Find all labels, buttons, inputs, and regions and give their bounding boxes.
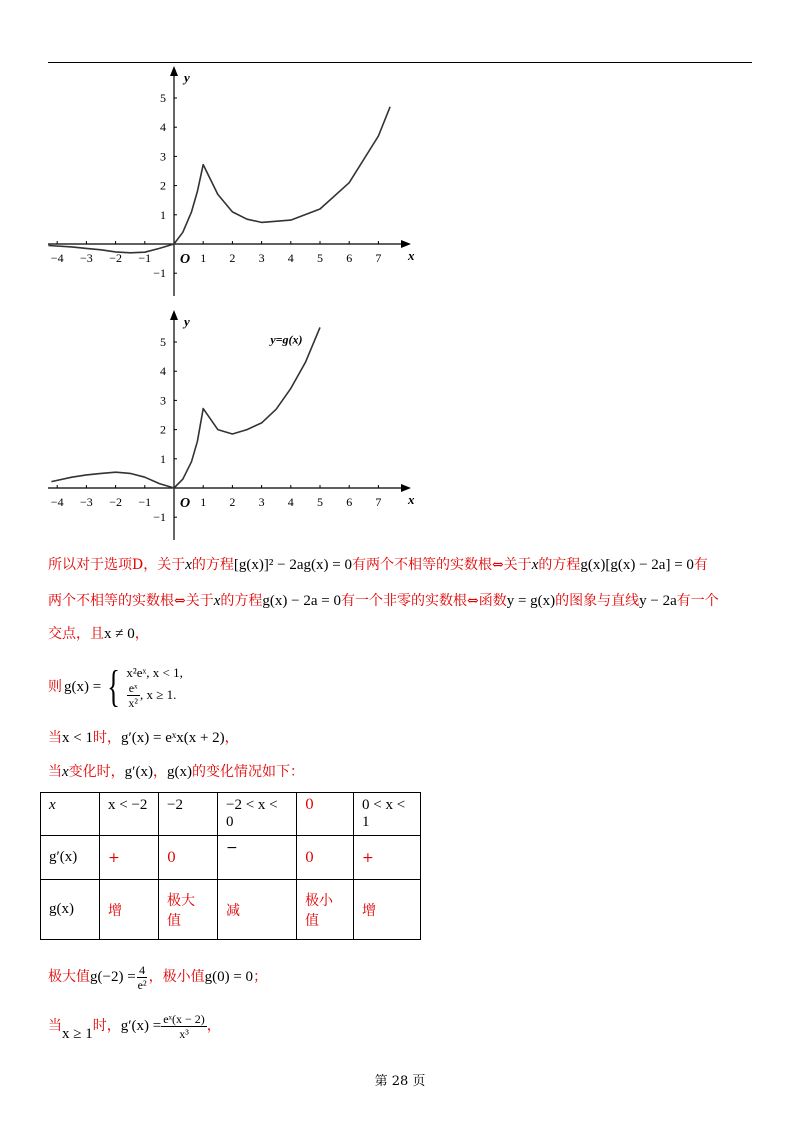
text-seg: 的方程	[191, 557, 234, 573]
derivative-2-lhs: g′(x) =	[120, 1018, 162, 1034]
y-axis-label: y	[184, 70, 190, 85]
text-seg: 当	[48, 730, 62, 746]
max-fraction	[136, 963, 149, 992]
para-line-1	[48, 555, 708, 575]
text-seg: 有两个不相等的实数根⇔关于	[351, 557, 532, 573]
case-1: x²eˣ, x < 1,	[126, 664, 183, 680]
x-tick-label: −4	[50, 251, 64, 265]
table-cell: 0	[297, 836, 354, 880]
table-cell: x	[41, 793, 100, 836]
equation-5: y − 2a	[639, 593, 677, 609]
derivative-2-fraction	[161, 1012, 207, 1041]
para-line-7	[48, 962, 267, 992]
y-tick-label: −1	[153, 510, 166, 525]
x-tick-label: 6	[346, 495, 353, 509]
x-tick-label: 2	[229, 251, 236, 265]
table-cell: −	[218, 836, 297, 880]
text-seg: 当	[48, 764, 62, 780]
text-seg: 的图象与直线	[555, 593, 640, 609]
math-x-ne-0: x ≠ 0	[104, 626, 135, 642]
x-tick-label: 7	[375, 251, 382, 265]
math-max-lhs: g(−2) =	[90, 969, 136, 985]
text-seg: ，极小值	[148, 969, 205, 985]
table-cell: 增	[100, 880, 159, 940]
table-cell: g(x)	[41, 880, 100, 940]
y-axis-arrow-icon	[170, 310, 178, 320]
math-x: x	[62, 764, 69, 780]
header-rule	[48, 62, 752, 63]
text-seg: 极大值	[48, 969, 90, 985]
table-cell: −2	[159, 793, 218, 836]
text-seg: 有一个	[676, 593, 719, 609]
math-x-lt-1: x < 1	[62, 730, 93, 746]
text-seg: 时，	[92, 730, 121, 746]
x-tick-label: −3	[80, 495, 93, 509]
math-x: x	[213, 593, 221, 609]
table-cell: g′(x)	[41, 836, 100, 880]
fraction-den: e²	[137, 977, 147, 992]
y-tick-label: 4	[160, 364, 166, 379]
table-cell: 0 < x < 1	[354, 793, 421, 836]
x-tick-label: 1	[200, 251, 207, 265]
x-axis-label: x	[408, 492, 415, 507]
table-cell: x < −2	[100, 793, 159, 836]
x-tick-label: 2	[229, 495, 236, 509]
y-tick-label: 3	[160, 393, 166, 408]
x-axis-arrow-icon	[401, 240, 411, 248]
x-tick-label: −1	[138, 251, 152, 265]
y-tick-label: 1	[160, 207, 166, 222]
origin-label: O	[180, 252, 191, 267]
text-seg: 有一个非零的实数根⇔函数	[340, 593, 507, 609]
x-tick-label: 6	[346, 251, 353, 265]
page-footer: 第 28 页	[374, 1074, 426, 1089]
x-tick-label: −3	[80, 251, 93, 265]
text-seg: 的方程	[220, 593, 263, 609]
table-cell: 0	[159, 836, 218, 880]
x-tick-label: −4	[50, 495, 64, 509]
case-2-fraction	[126, 681, 140, 710]
y-tick-label: 5	[160, 335, 166, 349]
x-tick-label: 7	[375, 495, 382, 509]
table-row-derivative	[41, 836, 421, 880]
brace-icon: {	[107, 662, 121, 711]
case-2-cond: , x ≥ 1.	[139, 687, 177, 702]
curve-path	[48, 107, 390, 253]
text-seg: 的变化情况如下：	[191, 764, 304, 780]
table-cell: −2 < x < 0	[218, 793, 297, 836]
para-line-6	[48, 762, 304, 782]
para-line-5	[48, 728, 239, 748]
text-seg: ，	[152, 764, 167, 780]
math-x-ge-1: x ≥ 1	[62, 1026, 93, 1042]
table-cell: 极小 值	[297, 880, 354, 940]
x-tick-label: 4	[287, 251, 294, 265]
math-min-value: g(0) = 0	[204, 969, 254, 985]
y-tick-label: 2	[160, 178, 166, 193]
y-tick-label: −1	[153, 266, 166, 281]
origin-label: O	[180, 496, 191, 511]
table-cell: 0	[297, 793, 354, 836]
table-cell: +	[354, 836, 421, 880]
variation-table	[40, 792, 421, 940]
x-tick-label: 4	[287, 495, 294, 509]
text-seg: 变化时，	[68, 764, 125, 780]
y-tick-label: 1	[160, 451, 166, 466]
table-row-header	[41, 793, 421, 836]
text-seg: 有	[693, 557, 708, 573]
y-axis-arrow-icon	[170, 66, 178, 76]
y-axis-label: y	[184, 314, 190, 329]
derivative-1: g′(x) = eˣx(x + 2)	[120, 730, 225, 746]
table-row-function	[41, 880, 421, 940]
math-x: x	[185, 557, 192, 573]
curve-label: y=g(x)	[270, 332, 303, 347]
piecewise-cases	[126, 665, 183, 710]
table-cell: +	[100, 836, 159, 880]
equation-4: y = g(x)	[506, 593, 556, 609]
table-cell: 极大 值	[159, 880, 218, 940]
text-seg: 的方程	[538, 557, 581, 573]
text-seg: 则	[48, 679, 62, 695]
text-seg: 两个不相等的实数根⇔关于	[48, 593, 214, 609]
x-tick-label: −2	[109, 495, 122, 509]
math-g-def: g(x) =	[64, 679, 102, 695]
text-seg: ，	[206, 1018, 221, 1034]
table-cell: 增	[354, 880, 421, 940]
case-2	[126, 681, 183, 710]
fraction-den: x²	[128, 695, 138, 710]
math-g-prime: g′(x)	[124, 764, 153, 780]
piecewise-definition	[48, 660, 183, 714]
text-seg: 时，	[92, 1018, 121, 1034]
y-tick-label: 4	[160, 120, 166, 135]
equation-2: g(x)[g(x) − 2a] = 0	[580, 557, 694, 573]
x-axis-arrow-icon	[401, 484, 411, 492]
x-tick-label: 5	[317, 251, 323, 265]
para-line-8	[48, 1008, 221, 1044]
graph-2	[0, 308, 430, 548]
x-tick-label: 3	[258, 495, 265, 509]
para-line-3	[48, 624, 149, 644]
math-g: g(x)	[166, 764, 192, 780]
x-tick-label: −2	[109, 251, 122, 265]
curve-path	[51, 327, 320, 488]
fraction-den: x³	[179, 1026, 189, 1041]
x-tick-label: −1	[138, 495, 152, 509]
x-tick-label: 5	[317, 495, 323, 509]
para-line-2	[48, 591, 719, 611]
y-tick-label: 5	[160, 91, 166, 105]
x-tick-label: 1	[200, 495, 207, 509]
fraction-num: 4	[139, 962, 146, 977]
math-x: x	[531, 557, 539, 573]
y-tick-label: 2	[160, 422, 166, 437]
fraction-num: eˣ(x − 2)	[163, 1011, 205, 1026]
text-seg: ，	[134, 626, 149, 642]
text-seg: 交点，且	[48, 626, 104, 642]
text-seg: ；	[253, 969, 268, 985]
x-tick-label: 3	[258, 251, 265, 265]
text-seg: 所以对于选项D，关于	[48, 557, 186, 573]
equation-3: g(x) − 2a = 0	[262, 593, 341, 609]
table-cell: 减	[218, 880, 297, 940]
fraction-num: eˣ	[128, 680, 138, 695]
text-seg: 当	[48, 1018, 62, 1034]
equation-1: [g(x)]² − 2ag(x) = 0	[233, 557, 352, 573]
y-tick-label: 3	[160, 149, 166, 164]
graph-1	[0, 64, 430, 304]
x-axis-label: x	[408, 248, 415, 263]
text-seg: ，	[224, 730, 239, 746]
